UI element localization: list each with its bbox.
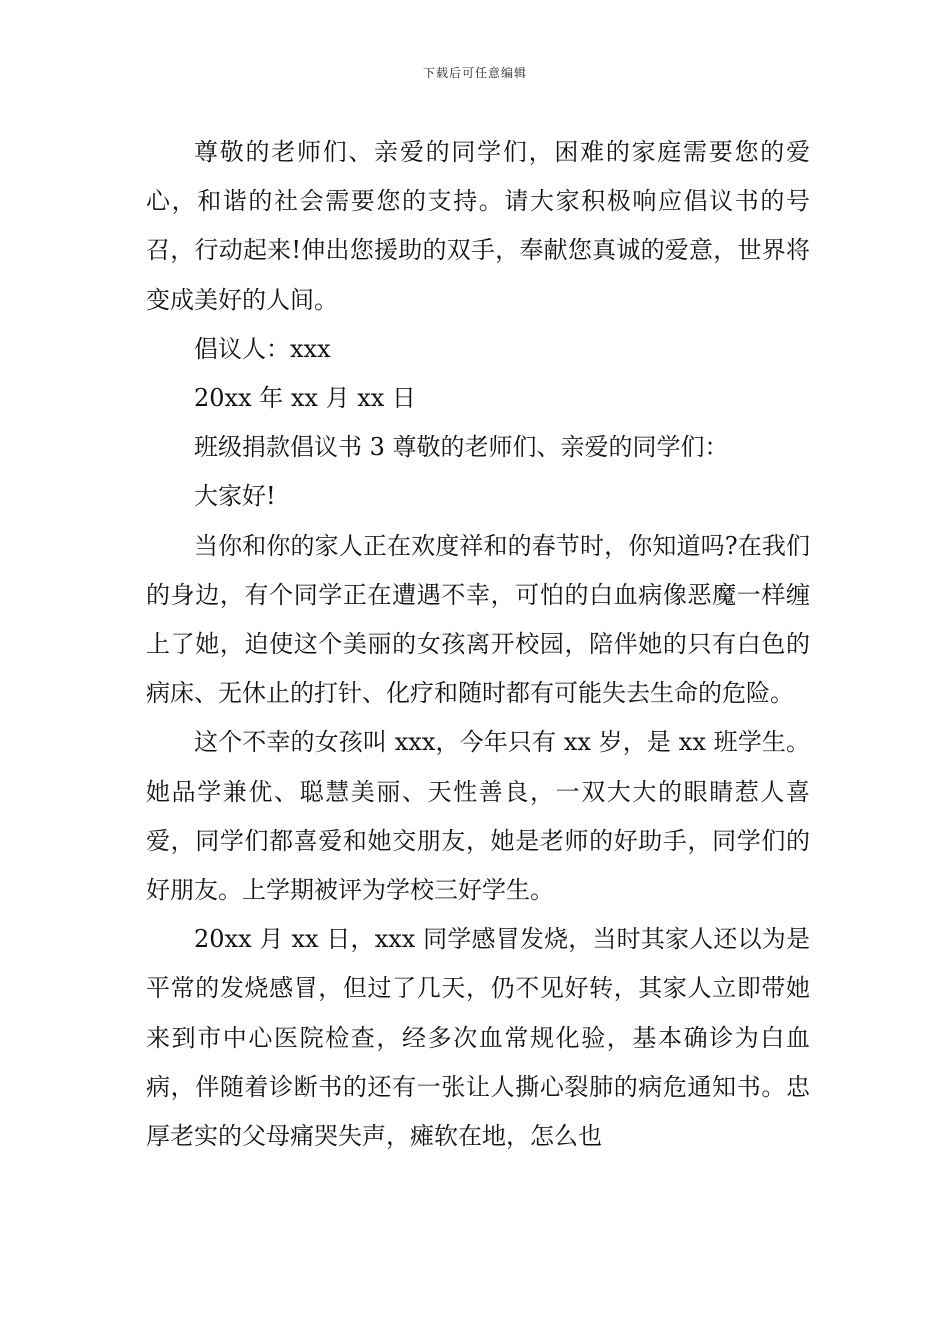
- paragraph-appeal-closing: 尊敬的老师们、亲爱的同学们，困难的家庭需要您的爱心，和谐的社会需要您的支持。请大家积极响应倡议书的号召，行动起来!伸出您援助的双手，奉献您真诚的爱意，世界将变成美好的人间。: [146, 138, 810, 314]
- paragraph-student-intro: 这个不幸的女孩叫 xxx，今年只有 xx 岁，是 xx 班学生。她品学兼优、聪慧美丽、天性善良，一双大大的眼睛惹人喜爱，同学们都喜爱和她交朋友，她是老师的好助手，同学们的好朋友。上学期被评为学校三好学生。: [146, 728, 810, 905]
- paragraph-letter-3-title: 班级捐款倡议书 3 尊敬的老师们、亲爱的同学们：: [194, 433, 729, 462]
- paragraph-date: 20xx 年 xx 月 xx 日: [194, 384, 416, 413]
- paragraph-diagnosis: 20xx 月 xx 日，xxx 同学感冒发烧，当时其家人还以为是平常的发烧感冒，但过了几天，仍不见好转，其家人立即带她来到市中心医院检查，经多次血常规化验，基本确诊为白血病，伴随着诊断书的还有一张让人撕心裂肺的病危通知书。忠厚老实的父母痛哭失声，瘫软在地，怎么也: [146, 925, 810, 1151]
- document-body: [146, 128, 810, 1161]
- page-header: 下载后可任意编辑: [422, 66, 527, 80]
- paragraph-greeting: 大家好!: [194, 482, 276, 511]
- paragraph-situation: 当你和你的家人正在欢度祥和的春节时，你知道吗?在我们的身边，有个同学正在遭遇不幸，可怕的白血病像恶魔一样缠上了她，迫使这个美丽的女孩离开校园，陪伴她的只有白色的病床、无休止的打针、化疗和随时都有可能失去生命的危险。: [146, 531, 810, 708]
- paragraph-initiator: 倡议人：xxx: [194, 334, 331, 363]
